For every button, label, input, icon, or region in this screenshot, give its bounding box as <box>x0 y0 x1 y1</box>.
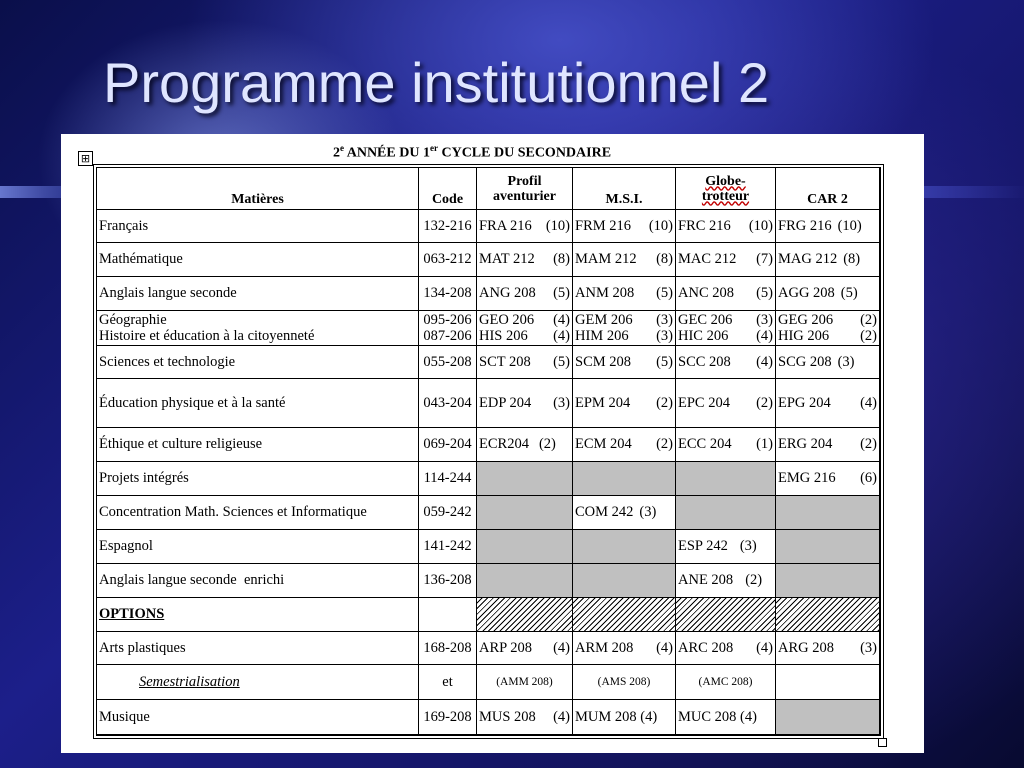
subject-cell: Musique <box>97 700 419 735</box>
subject-cell: Anglais langue seconde <box>97 277 419 311</box>
course-cell <box>676 632 776 665</box>
course-periods: (2) <box>656 436 673 452</box>
hatched-cell <box>776 598 880 632</box>
header-msi: M.S.I. <box>573 168 676 210</box>
course-periods: (10) <box>837 217 862 234</box>
header-matieres: Matières <box>97 168 419 210</box>
course-cell <box>477 428 573 462</box>
table-row <box>97 598 880 632</box>
course-cell <box>573 632 676 665</box>
code-cell: 141-242 <box>419 530 477 564</box>
table-row <box>97 632 880 665</box>
course-periods: (5) <box>656 353 673 370</box>
course-cell <box>676 243 776 277</box>
course-code: ANC 208 <box>678 285 734 301</box>
caption-sup: er <box>429 143 438 153</box>
course-cell <box>776 428 880 462</box>
course-periods: (5) <box>840 285 858 301</box>
code-cell: 169-208 <box>419 700 477 735</box>
table-row <box>97 277 880 311</box>
course-code: MAM 212 <box>575 251 637 267</box>
course-code: GEM 206 <box>575 312 633 328</box>
subject-cell: Éthique et culture religieuse <box>97 428 419 462</box>
empty-cell <box>676 496 776 530</box>
course-cell <box>477 243 573 277</box>
course-code: GEG 206 <box>778 312 834 328</box>
course-periods: (10) <box>648 217 673 234</box>
course-cell: (AMC 208) <box>676 665 776 700</box>
course-cell <box>676 530 776 564</box>
decorative-bar-left <box>0 186 70 198</box>
course-periods: (5) <box>756 285 773 301</box>
course-code: GEO 206 <box>479 312 535 328</box>
course-code: ARM 208 <box>575 639 634 656</box>
table-row <box>97 243 880 277</box>
course-periods: (8) <box>553 251 570 267</box>
course-periods: (3) <box>837 353 855 370</box>
course-cell <box>477 379 573 428</box>
code-cell: et <box>419 665 477 700</box>
table-move-handle-icon[interactable]: ⊞ <box>78 151 93 166</box>
course-cell <box>776 243 880 277</box>
course-code: SCC 208 <box>678 353 731 370</box>
course-cell <box>573 428 676 462</box>
table-row <box>97 530 880 564</box>
course-periods: (10) <box>748 217 773 234</box>
course-periods: (2) <box>860 436 877 452</box>
course-code: EPM 204 <box>575 394 631 411</box>
course-periods: (4) <box>756 639 773 656</box>
course-code: COM 242 <box>575 504 634 520</box>
empty-cell <box>776 530 880 564</box>
course-cell <box>776 462 880 496</box>
header-globe-trotteur <box>676 168 776 210</box>
caption-part: 2 <box>333 145 340 161</box>
empty-cell <box>676 462 776 496</box>
course-cell <box>477 311 573 346</box>
course-cell <box>477 700 573 735</box>
course-periods: (2) <box>860 312 877 328</box>
header-line: Profil <box>507 173 542 189</box>
subject-cell: Espagnol <box>97 530 419 564</box>
course-code: ECM 204 <box>575 436 632 452</box>
course-periods: (8) <box>656 251 673 267</box>
course-cell <box>776 311 880 346</box>
course-code: SCM 208 <box>575 353 632 370</box>
subject-cell: Sciences et technologie <box>97 346 419 379</box>
course-periods: (4) <box>756 328 773 344</box>
code-cell: 063-212 <box>419 243 477 277</box>
course-periods: (2) <box>745 572 763 588</box>
course-periods: (3) <box>860 639 877 656</box>
course-cell <box>573 496 676 530</box>
slide-title: Programme institutionnel 2 <box>103 51 770 114</box>
course-cell <box>573 346 676 379</box>
course-code: ESP 242 <box>678 538 728 554</box>
course-code: ECC 204 <box>678 436 732 452</box>
course-periods: (4) <box>553 328 570 344</box>
course-periods: (4) <box>860 394 877 411</box>
course-code: HIG 206 <box>778 328 830 344</box>
subject-cell: Mathématique <box>97 243 419 277</box>
course-cell <box>776 632 880 665</box>
course-cell <box>573 311 676 346</box>
course-code: HIM 206 <box>575 328 629 344</box>
hatched-cell <box>676 598 776 632</box>
course-code: ARG 208 <box>778 639 834 656</box>
course-cell <box>776 346 880 379</box>
subject-cell: Projets intégrés <box>97 462 419 496</box>
schedule-table <box>96 167 881 736</box>
course-cell <box>676 311 776 346</box>
course-cell <box>676 277 776 311</box>
course-periods: (3) <box>639 504 657 520</box>
subject-line: Géographie <box>99 312 167 328</box>
empty-cell <box>477 530 573 564</box>
course-periods: (7) <box>756 251 773 267</box>
course-code: SCG 208 <box>778 353 832 370</box>
course-cell <box>573 243 676 277</box>
course-code: MAC 212 <box>678 251 737 267</box>
options-heading <box>97 598 419 632</box>
header-profil-aventurier <box>477 168 573 210</box>
table-caption <box>333 143 611 162</box>
empty-cell <box>419 598 477 632</box>
course-cell <box>477 277 573 311</box>
course-code: SCT 208 <box>479 353 531 370</box>
course-cell <box>676 428 776 462</box>
empty-cell <box>776 564 880 598</box>
table-row <box>97 379 880 428</box>
hatched-cell <box>477 598 573 632</box>
subject-cell: Semestrialisation <box>97 665 419 700</box>
course-periods: (5) <box>656 285 673 301</box>
course-periods: (5) <box>553 285 570 301</box>
code-cell: 132-216 <box>419 210 477 243</box>
empty-cell <box>776 700 880 735</box>
empty-cell <box>776 665 880 700</box>
course-cell <box>776 379 880 428</box>
course-code: MUS 208 <box>479 708 536 725</box>
code-cell: 136-208 <box>419 564 477 598</box>
course-periods: (4) <box>553 708 570 725</box>
table-row <box>97 428 880 462</box>
course-code: EMG 216 <box>778 470 836 486</box>
course-cell <box>477 210 573 243</box>
course-cell <box>477 632 573 665</box>
course-periods: (4) <box>553 639 570 656</box>
course-periods: (3) <box>739 538 757 554</box>
empty-cell <box>477 496 573 530</box>
options-label: OPTIONS <box>99 606 165 622</box>
course-code: GEC 206 <box>678 312 733 328</box>
hatched-cell <box>573 598 676 632</box>
header-line: Globe- <box>705 173 746 189</box>
course-code: ERG 204 <box>778 436 833 452</box>
empty-cell <box>477 462 573 496</box>
course-cell <box>573 277 676 311</box>
course-cell: MUC 208 (4) <box>676 700 776 735</box>
course-periods: (10) <box>545 217 570 234</box>
subject-cell: Français <box>97 210 419 243</box>
caption-sup: e <box>340 143 344 153</box>
header-car2: CAR 2 <box>776 168 880 210</box>
course-code: FRA 216 <box>479 217 532 234</box>
course-periods: (3) <box>656 312 673 328</box>
course-code: AGG 208 <box>778 285 835 301</box>
course-periods: (2) <box>656 394 673 411</box>
course-code: EDP 204 <box>479 394 532 411</box>
course-code: HIS 206 <box>479 328 528 344</box>
code-cell <box>419 311 477 346</box>
table-row <box>97 496 880 530</box>
code-cell: 114-244 <box>419 462 477 496</box>
table-header-row <box>97 168 880 210</box>
code-line: 095-206 <box>423 312 472 328</box>
course-code: ARC 208 <box>678 639 734 656</box>
code-cell: 055-208 <box>419 346 477 379</box>
course-periods: (3) <box>756 312 773 328</box>
code-cell: 043-204 <box>419 379 477 428</box>
subject-cell: Éducation physique et à la santé <box>97 379 419 428</box>
course-periods: (2) <box>538 436 556 452</box>
course-code: ANG 208 <box>479 285 536 301</box>
table-row <box>97 346 880 379</box>
empty-cell <box>573 462 676 496</box>
course-cell: MUM 208 (4) <box>573 700 676 735</box>
course-cell <box>676 346 776 379</box>
table-row <box>97 700 880 735</box>
course-code: EPC 204 <box>678 394 730 411</box>
course-code: FRM 216 <box>575 217 632 234</box>
course-code: FRC 216 <box>678 217 731 234</box>
course-periods: (5) <box>553 353 570 370</box>
table-row <box>97 311 880 346</box>
course-code: FRG 216 <box>778 217 832 234</box>
subject-cell: Anglais langue seconde enrichi <box>97 564 419 598</box>
course-cell <box>776 277 880 311</box>
subject-cell: Arts plastiques <box>97 632 419 665</box>
course-periods: (4) <box>553 312 570 328</box>
course-cell <box>776 210 880 243</box>
subject-cell: Concentration Math. Sciences et Informatique <box>97 496 419 530</box>
table-row <box>97 462 880 496</box>
header-line: trotteur <box>701 188 750 204</box>
course-cell: (AMM 208) <box>477 665 573 700</box>
course-cell <box>676 379 776 428</box>
course-periods: (2) <box>860 328 877 344</box>
course-periods: (3) <box>656 328 673 344</box>
course-periods: (6) <box>860 470 877 486</box>
course-code: MAT 212 <box>479 251 535 267</box>
table-row <box>97 665 880 700</box>
code-line: 087-206 <box>423 328 472 344</box>
course-code: MAG 212 <box>778 251 838 267</box>
code-cell: 059-242 <box>419 496 477 530</box>
course-cell <box>573 210 676 243</box>
course-periods: (8) <box>843 251 861 267</box>
code-cell: 134-208 <box>419 277 477 311</box>
empty-cell <box>573 564 676 598</box>
table-resize-handle[interactable] <box>878 738 887 747</box>
course-periods: (4) <box>656 639 673 656</box>
course-cell <box>676 564 776 598</box>
header-line: aventurier <box>493 188 556 204</box>
course-cell: (AMS 208) <box>573 665 676 700</box>
course-code: ARP 208 <box>479 639 533 656</box>
empty-cell <box>477 564 573 598</box>
subject-line: Histoire et éducation à la citoyenneté <box>99 328 315 344</box>
header-code: Code <box>419 168 477 210</box>
caption-part: ANNÉE DU 1 <box>344 145 430 161</box>
course-code: HIC 206 <box>678 328 729 344</box>
course-cell <box>573 379 676 428</box>
decorative-bar-right <box>922 186 1024 198</box>
course-periods: (2) <box>756 394 773 411</box>
code-cell: 069-204 <box>419 428 477 462</box>
course-cell <box>676 210 776 243</box>
course-code: ECR204 <box>479 436 529 452</box>
code-cell: 168-208 <box>419 632 477 665</box>
course-cell <box>477 346 573 379</box>
course-code: ANM 208 <box>575 285 635 301</box>
embedded-document <box>61 134 924 753</box>
course-periods: (1) <box>756 436 773 452</box>
subject-cell <box>97 311 419 346</box>
table-row <box>97 210 880 243</box>
course-code: EPG 204 <box>778 394 831 411</box>
course-periods: (4) <box>756 353 773 370</box>
course-code: ANE 208 <box>678 572 734 588</box>
empty-cell <box>573 530 676 564</box>
caption-part: CYCLE DU SECONDAIRE <box>437 145 612 161</box>
empty-cell <box>776 496 880 530</box>
course-periods: (3) <box>553 394 570 411</box>
table-row <box>97 564 880 598</box>
